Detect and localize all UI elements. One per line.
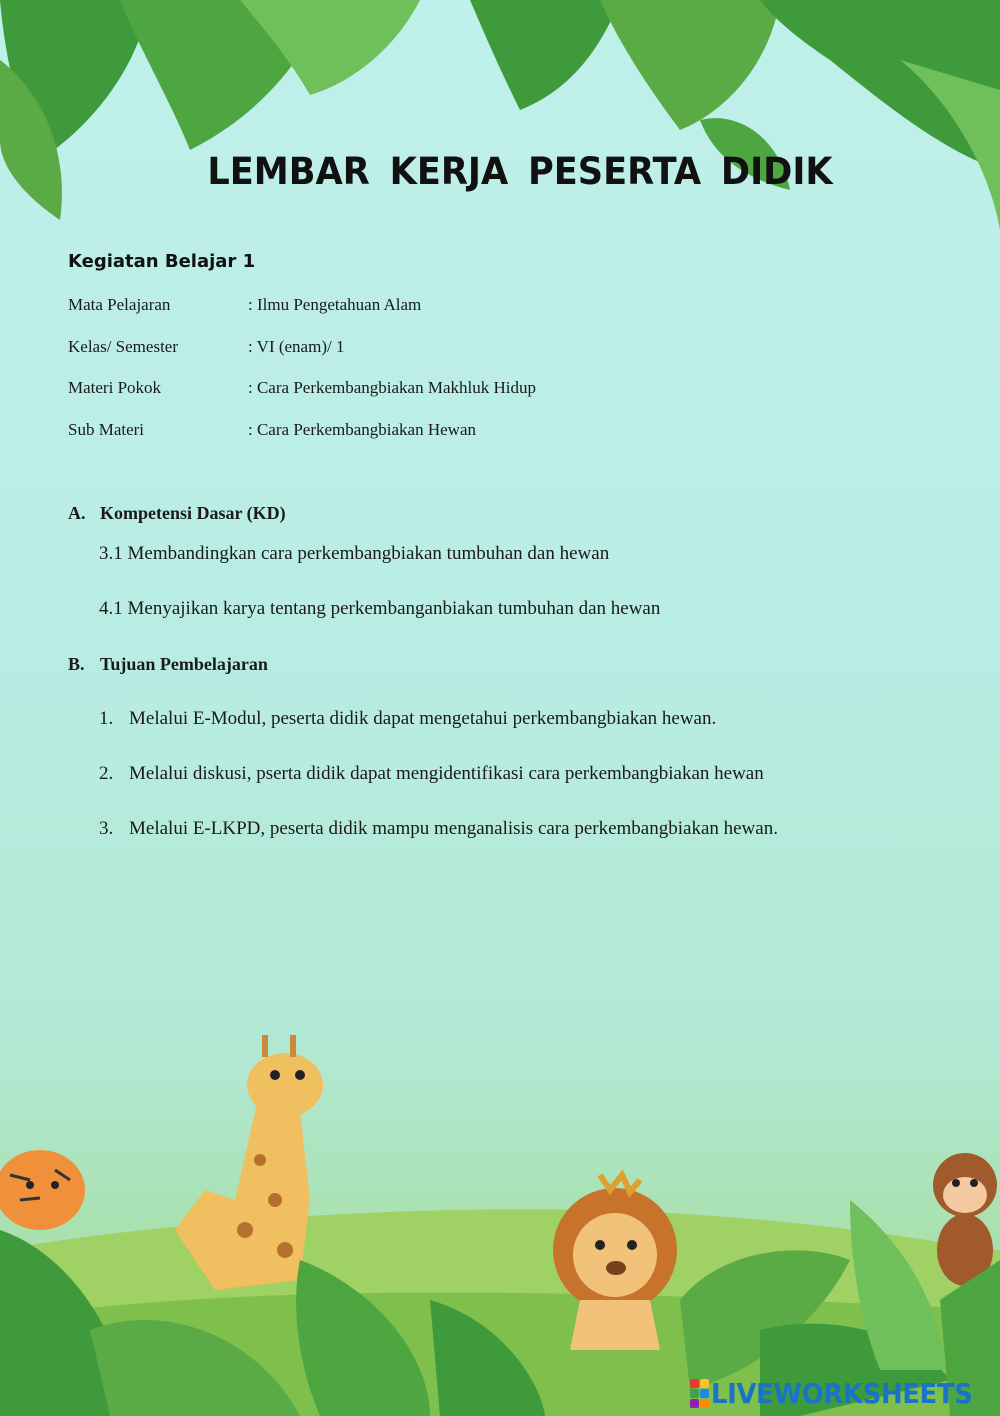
watermark-text: LIVEWORKSHEETS (711, 1376, 973, 1410)
section-title: Tujuan Pembelajaran (100, 654, 268, 674)
page-title: LEMBAR KERJA PESERTA DIDIK (207, 150, 833, 193)
goal-text: Melalui diskusi, pserta didik dapat mengidentifikasi cara perkembangbiakan hewan (129, 763, 764, 784)
info-label: Sub Materi (68, 420, 145, 439)
info-label: Materi Pokok (68, 378, 162, 397)
info-label: Kelas/ Semester (68, 337, 178, 356)
kd-item: 3.1 Membandingkan cara perkembangbiakan tumbuhan dan hewan (99, 543, 610, 564)
goal-text: Melalui E-Modul, peserta didik dapat mengetahui perkembangbiakan hewan. (129, 708, 717, 729)
giraffe-illustration (175, 1035, 323, 1290)
kd-item: 4.1 Menyajikan karya tentang perkembanganbiakan tumbuhan dan hewan (99, 598, 661, 619)
info-value: : Cara Perkembangbiakan Makhluk Hidup (248, 378, 536, 397)
liveworksheets-watermark[interactable] (690, 1378, 992, 1408)
bottom-scenery-illustration (0, 1035, 1000, 1416)
top-leaves-illustration (0, 0, 1000, 230)
goal-text: Melalui E-LKPD, peserta didik mampu menganalisis cara perkembangbiakan hewan. (129, 818, 778, 839)
goal-number: 2. (99, 763, 114, 784)
section-letter: B. (68, 654, 85, 674)
goal-number: 1. (99, 708, 114, 729)
section-title: Kompetensi Dasar (KD) (100, 503, 286, 523)
info-value: : Ilmu Pengetahuan Alam (248, 295, 422, 314)
liveworksheets-logo-icon (690, 1379, 708, 1407)
section-letter: A. (68, 503, 86, 523)
goal-number: 3. (99, 818, 114, 839)
info-value: : VI (enam)/ 1 (248, 337, 345, 356)
monkey-illustration (933, 1153, 997, 1286)
info-value: : Cara Perkembangbiakan Hewan (248, 420, 476, 439)
kegiatan-belajar-heading: Kegiatan Belajar 1 (68, 251, 256, 272)
info-label: Mata Pelajaran (68, 295, 171, 314)
tiger-illustration (0, 1150, 85, 1230)
